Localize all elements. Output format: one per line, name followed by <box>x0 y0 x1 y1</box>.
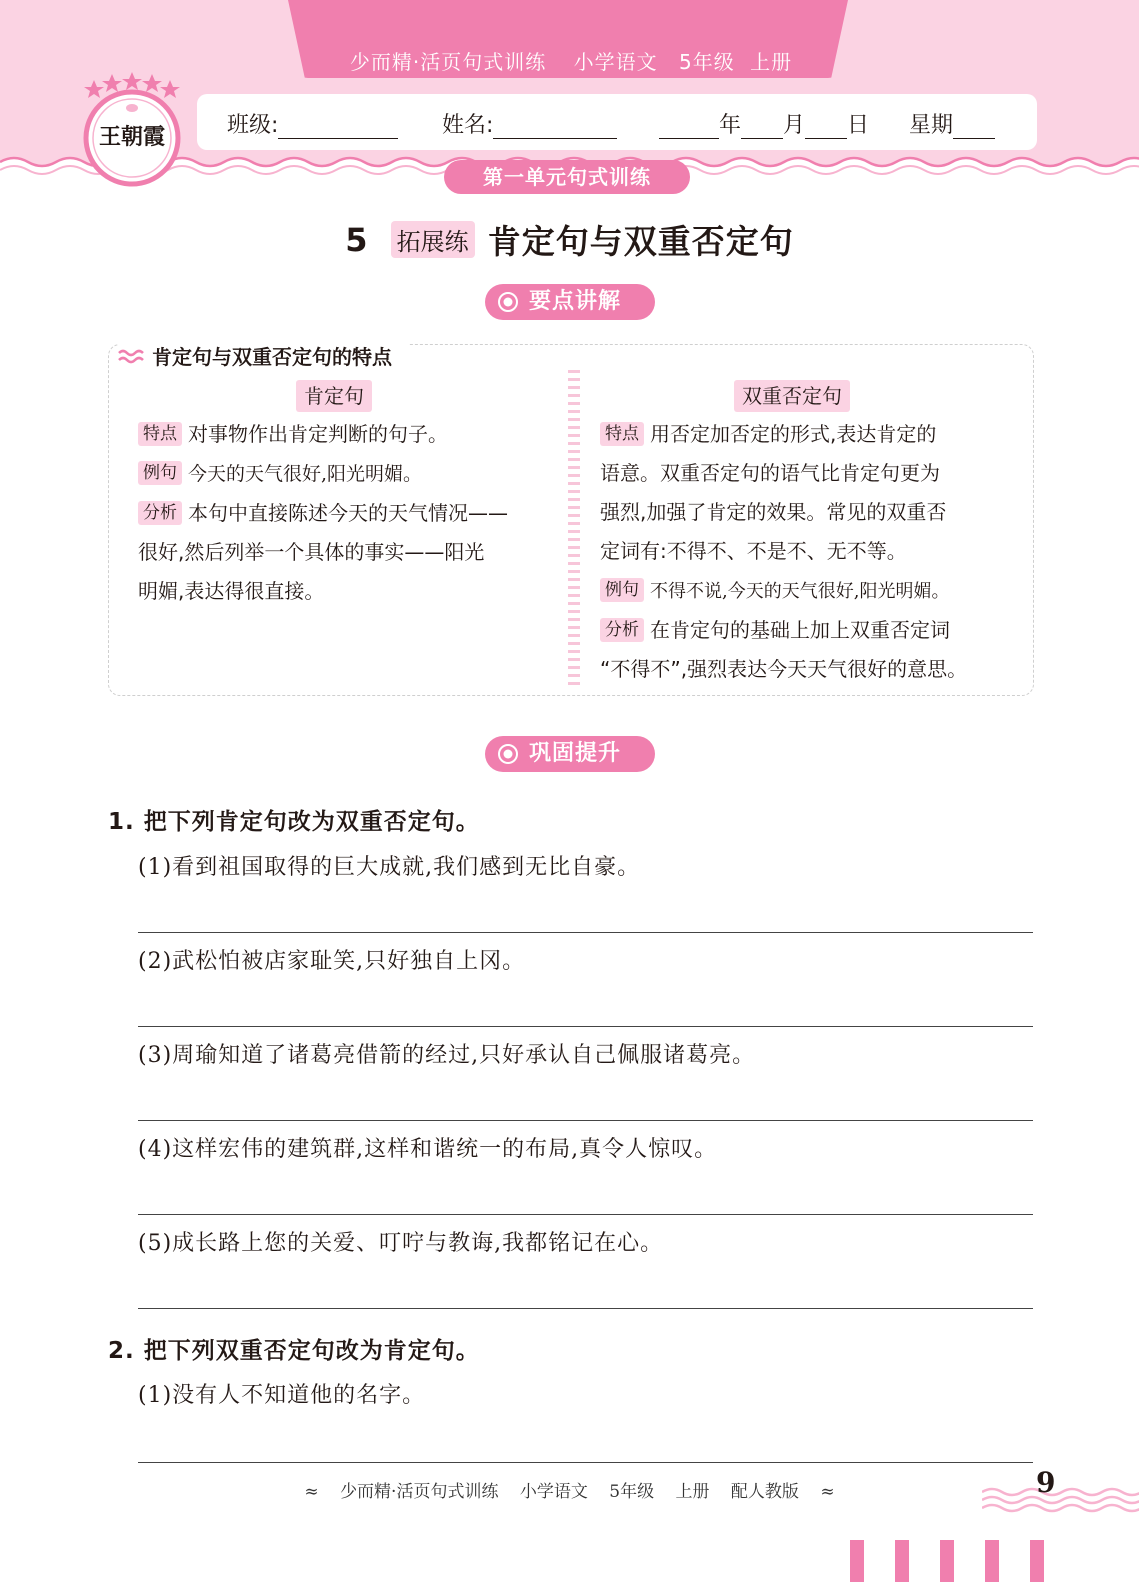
double-negative-example: 例句 不得不说,今天的天气很好,阳光明媚。 <box>600 571 1020 611</box>
footer <box>0 1477 1139 1502</box>
key-points-heading <box>485 284 655 320</box>
wave-icon <box>118 348 146 366</box>
q1-answer-line-3[interactable] <box>138 1120 1033 1121</box>
edge-bar <box>895 1540 909 1582</box>
edge-bar <box>1030 1540 1044 1582</box>
feature-line-3: 强烈,加强了肯定的效果。常见的双重否 <box>600 500 947 524</box>
year-label: 年 <box>719 113 742 138</box>
lesson-number: 5 <box>345 220 368 259</box>
double-negative-column <box>600 415 1020 689</box>
q1-answer-line-2[interactable] <box>138 1026 1033 1027</box>
key-points-label: 要点讲解 <box>529 289 622 314</box>
header-series-line <box>288 46 848 75</box>
example-tag: 例句 <box>600 578 644 602</box>
affirmative-example: 例句 今天的天气很好,阳光明媚。 <box>138 454 538 494</box>
affirmative-analysis: 分析 本句中直接陈述今天的天气情况—— <box>138 494 538 533</box>
class-label: 班级: <box>227 113 279 138</box>
weekday-label: 星期 <box>909 113 954 138</box>
weekday-field[interactable] <box>909 108 995 139</box>
edge-bar <box>940 1540 954 1582</box>
medal-icon <box>497 291 519 313</box>
footer-subject: 小学语文 <box>519 1482 588 1502</box>
q1-item-3: (3)周瑜知道了诸葛亮借箭的经过,只好承认自己佩服诸葛亮。 <box>138 1043 756 1068</box>
feature-tag: 特点 <box>600 422 644 446</box>
lesson-title: 肯定句与双重否定句 <box>487 222 794 261</box>
lesson-tag: 拓展练 <box>391 221 475 258</box>
practice-heading <box>485 736 655 772</box>
day-blank[interactable] <box>805 115 847 139</box>
affirmative-analysis-line-2: 很好,然后列举一个具体的事实——阳光 <box>138 540 485 564</box>
name-blank[interactable] <box>493 115 617 139</box>
double-negative-feature: 特点 用否定加否定的形式,表达肯定的 <box>600 415 1020 454</box>
day-label: 日 <box>847 113 870 138</box>
footer-wave-left: ≈ <box>304 1482 319 1502</box>
month-blank[interactable] <box>741 115 783 139</box>
q1-item-2: (2)武松怕被店家耻笑,只好独自上冈。 <box>138 949 526 974</box>
footer-edition: 配人教版 <box>730 1482 799 1502</box>
name-field[interactable] <box>442 108 617 139</box>
q1-answer-line-4[interactable] <box>138 1214 1033 1215</box>
footer-wave-decoration <box>982 1482 1139 1518</box>
series-title: 少而精·活页句式训练 <box>349 50 547 74</box>
analysis-line-2: “不得不”,强烈表达今天天气很好的意思。 <box>600 657 968 681</box>
year-blank[interactable] <box>659 115 719 139</box>
edge-bar <box>850 1540 864 1582</box>
key-points-box-title <box>118 340 408 374</box>
q1-answer-line-1[interactable] <box>138 932 1033 933</box>
logo-text: 王朝霞 <box>98 124 166 150</box>
date-field[interactable] <box>659 108 869 139</box>
grade: 5年级 <box>678 50 735 74</box>
student-info-box <box>197 94 1037 150</box>
affirmative-heading: 肯定句 <box>296 380 372 412</box>
affirmative-analysis-line-3: 明媚,表达得很直接。 <box>138 579 325 603</box>
weekday-blank[interactable] <box>953 115 995 139</box>
class-blank[interactable] <box>278 115 398 139</box>
lesson-title-row <box>0 216 1139 263</box>
footer-grade: 5年级 <box>609 1482 655 1502</box>
name-label: 姓名: <box>442 113 494 138</box>
practice-label: 巩固提升 <box>529 741 622 766</box>
double-negative-heading: 双重否定句 <box>734 380 850 412</box>
class-field[interactable] <box>227 108 398 139</box>
double-negative-analysis: 分析 在肯定句的基础上加上双重否定词 <box>600 611 1020 650</box>
medal-icon <box>497 743 519 765</box>
affirmative-feature: 特点 对事物作出肯定判断的句子。 <box>138 415 538 454</box>
analysis-tag: 分析 <box>600 618 644 642</box>
column-divider <box>568 370 580 688</box>
brand-logo <box>80 72 184 188</box>
example-tag: 例句 <box>138 461 182 485</box>
q1-item-1: (1)看到祖国取得的巨大成就,我们感到无比自豪。 <box>138 855 641 880</box>
box-title-text: 肯定句与双重否定句的特点 <box>152 345 392 369</box>
q2-item-1: (1)没有人不知道他的名字。 <box>138 1383 426 1408</box>
q2-answer-line-1[interactable] <box>138 1462 1033 1463</box>
feature-line-2: 语意。双重否定句的语气比肯定句更为 <box>600 461 940 485</box>
q1-answer-line-5[interactable] <box>138 1308 1033 1309</box>
footer-volume: 上册 <box>675 1482 710 1502</box>
unit-label: 第一单元句式训练 <box>444 160 690 194</box>
q1-item-4: (4)这样宏伟的建筑群,这样和谐统一的布局,真令人惊叹。 <box>138 1137 718 1162</box>
edge-bar <box>985 1540 999 1582</box>
analysis-tag: 分析 <box>138 501 182 525</box>
page-number: 9 <box>1036 1466 1056 1499</box>
month-label: 月 <box>783 113 806 138</box>
feature-tag: 特点 <box>138 422 182 446</box>
footer-wave-right: ≈ <box>820 1482 835 1502</box>
q1-item-5: (5)成长路上您的关爱、叮咛与教诲,我都铭记在心。 <box>138 1231 664 1256</box>
subject: 小学语文 <box>573 50 658 74</box>
question-1-prompt: 1. 把下列肯定句改为双重否定句。 <box>108 809 480 835</box>
question-2-prompt: 2. 把下列双重否定句改为肯定句。 <box>108 1338 480 1364</box>
footer-series: 少而精·活页句式训练 <box>340 1482 499 1502</box>
volume: 上册 <box>750 50 793 74</box>
feature-line-4: 定词有:不得不、不是不、无不等。 <box>600 539 907 563</box>
affirmative-column <box>138 415 538 611</box>
